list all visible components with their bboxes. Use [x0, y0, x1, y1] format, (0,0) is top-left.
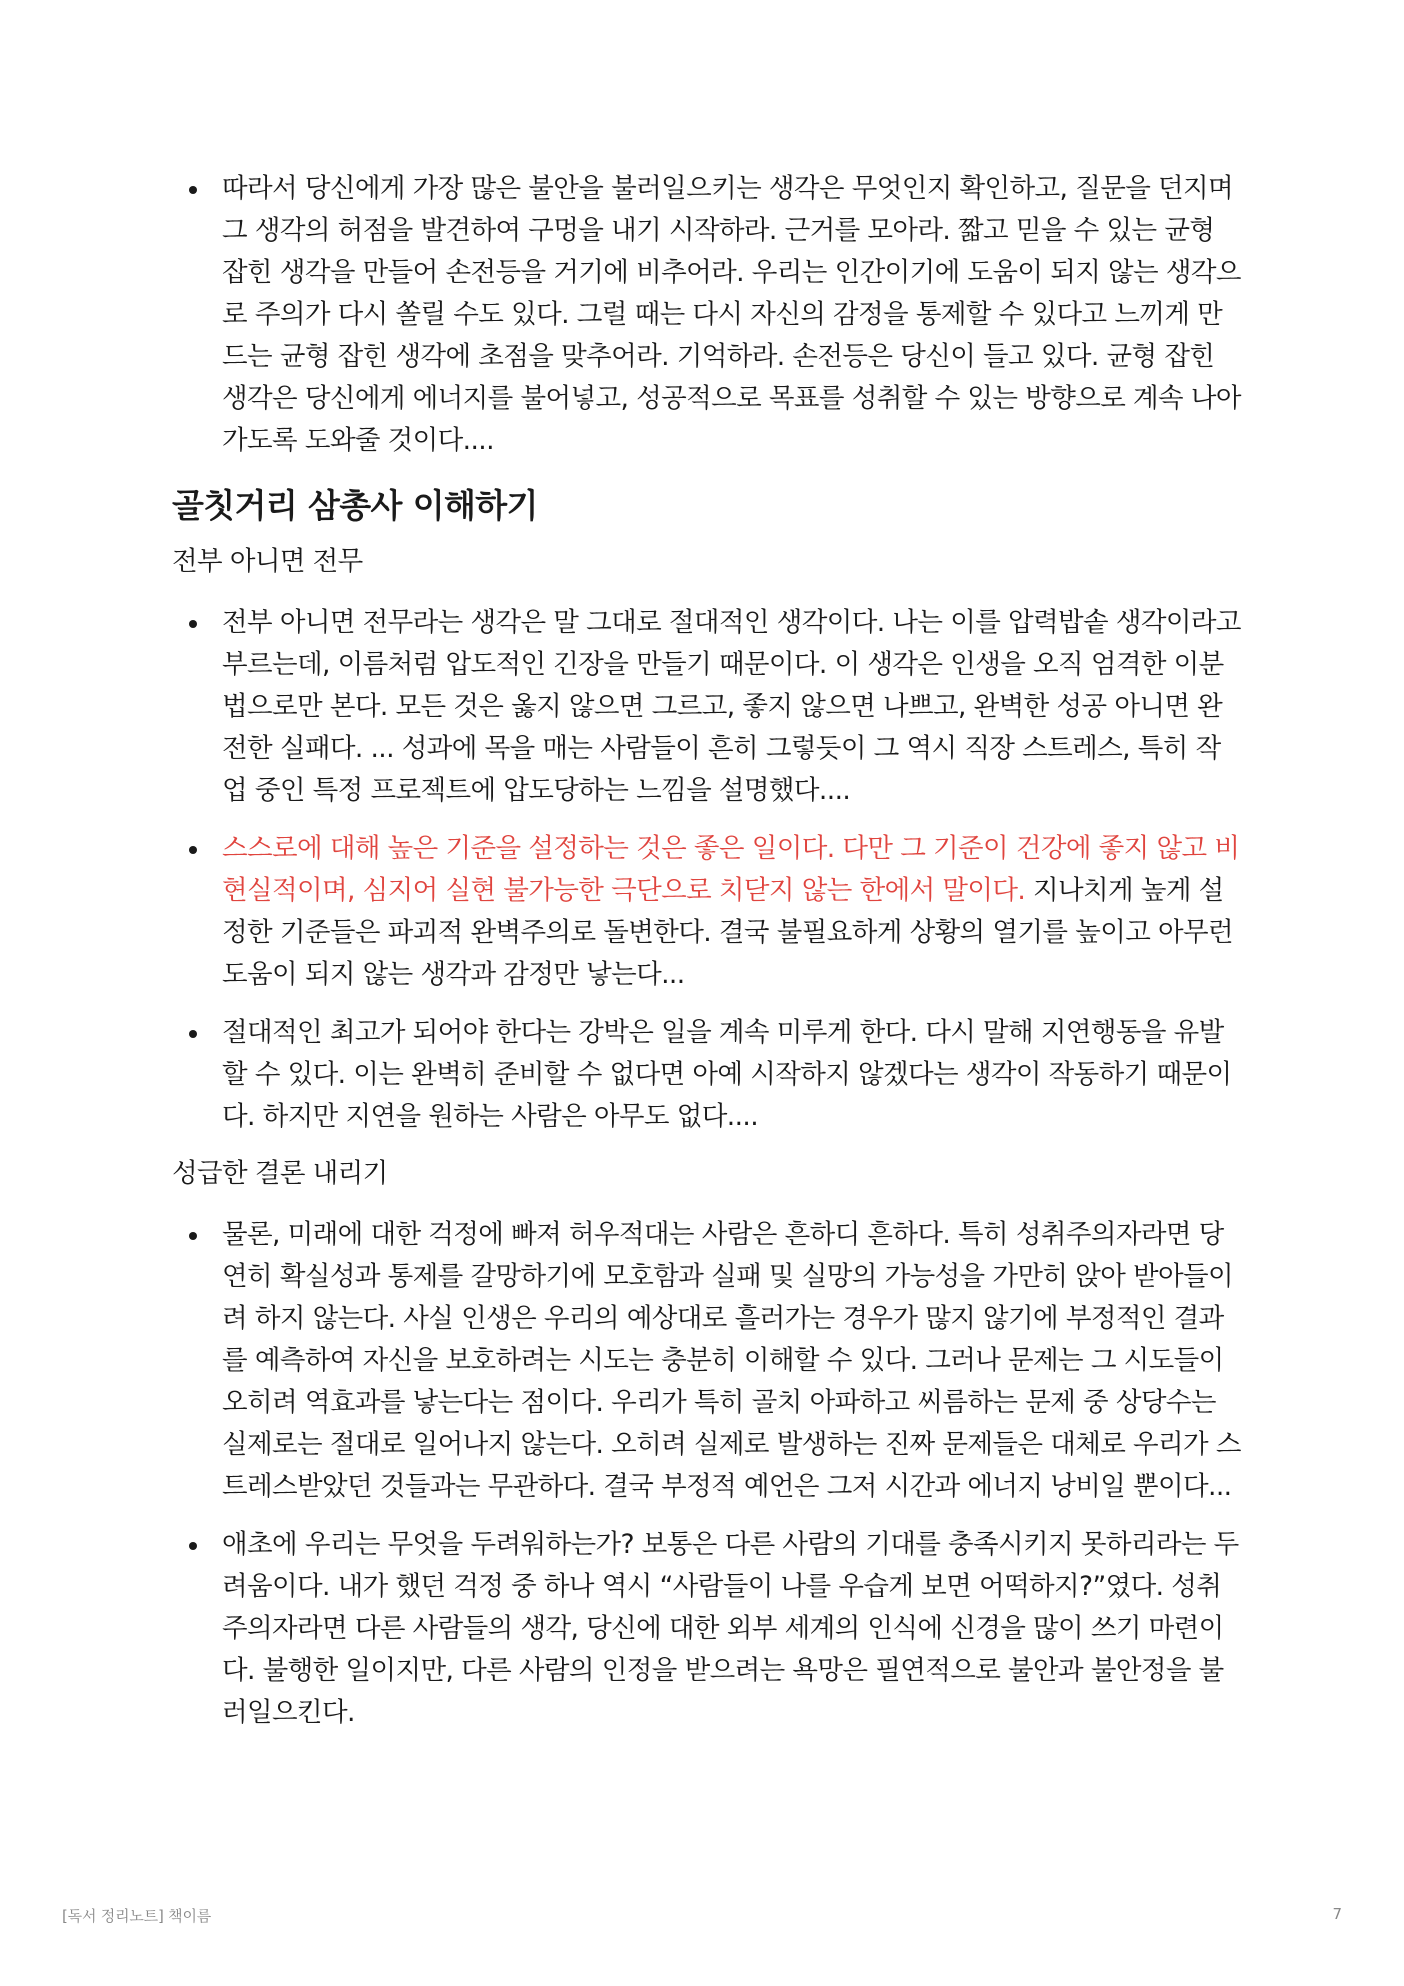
- all-or-nothing-bullet-list: [172, 602, 1242, 1138]
- list-item: [172, 828, 1242, 996]
- page-content: [172, 168, 1242, 1750]
- subheading-all-or-nothing: 전부 아니면 전무: [172, 546, 363, 577]
- list-item: 전부 아니면 전무라는 생각은 말 그대로 절대적인 생각이다. 나는 이를 압력밥솥 생각이라고 부르는데, 이름처럼 압도적인 긴장을 만들기 때문이다. 이 생각은 인생을 오직 엄격한 이분법으로만 본다. 모든 것은 옳지 않으면 그르고, 좋지 않으면 나쁘고, 완벽한 성공 아니면 완전한 실패다. ... 성과에 목을 매는 사람들이 흔히 그렇듯이 그 역시 직장 스트레스, 특히 작업 중인 특정 프로젝트에 압도당하는 느낌을 설명했다....: [172, 602, 1242, 812]
- list-item: 절대적인 최고가 되어야 한다는 강박은 일을 계속 미루게 한다. 다시 말해 지연행동을 유발할 수 있다. 이는 완벽히 준비할 수 없다면 아예 시작하지 않겠다는 생각이 작동하기 때문이다. 하지만 지연을 원하는 사람은 아무도 없다....: [172, 1012, 1242, 1138]
- list-item: 애초에 우리는 무엇을 두려워하는가? 보통은 다른 사람의 기대를 충족시키지 못하리라는 두려움이다. 내가 했던 걱정 중 하나 역시 “사람들이 나를 우습게 보면 어떡하지?”였다. 성취주의자라면 다른 사람들의 생각, 당신에 대한 외부 세계의 인식에 신경을 많이 쓰기 마련이다. 불행한 일이지만, 다른 사람의 인정을 받으려는 욕망은 필연적으로 불안과 불안정을 불러일으킨다.: [172, 1524, 1242, 1734]
- subheading-jumping-to-conclusions: 성급한 결론 내리기: [172, 1158, 388, 1189]
- list-item: 따라서 당신에게 가장 많은 불안을 불러일으키는 생각은 무엇인지 확인하고, 질문을 던지며 그 생각의 허점을 발견하여 구멍을 내기 시작하라. 근거를 모아라. 짧고 믿을 수 있는 균형 잡힌 생각을 만들어 손전등을 거기에 비추어라. 우리는 인간이기에 도움이 되지 않는 생각으로 주의가 다시 쏠릴 수도 있다. 그럴 때는 다시 자신의 감정을 통제할 수 있다고 느끼게 만드는 균형 잡힌 생각에 초점을 맞추어라. 기억하라. 손전등은 당신이 들고 있다. 균형 잡힌 생각은 당신에게 에너지를 불어넣고, 성공적으로 목표를 성취할 수 있는 방향으로 계속 나아가도록 도와줄 것이다....: [172, 168, 1242, 462]
- list-item: 물론, 미래에 대한 걱정에 빠져 허우적대는 사람은 흔하디 흔하다. 특히 성취주의자라면 당연히 확실성과 통제를 갈망하기에 모호함과 실패 및 실망의 가능성을 가만히 앉아 받아들이려 하지 않는다. 사실 인생은 우리의 예상대로 흘러가는 경우가 많지 않기에 부정적인 결과를 예측하여 자신을 보호하려는 시도는 충분히 이해할 수 있다. 그러나 문제는 그 시도들이 오히려 역효과를 낳는다는 점이다. 우리가 특히 골치 아파하고 씨름하는 문제 중 상당수는 실제로는 절대로 일어나지 않는다. 오히려 실제로 발생하는 진짜 문제들은 대체로 우리가 스트레스받았던 것들과는 무관하다. 결국 부정적 예언은 그저 시간과 에너지 낭비일 뿐이다...: [172, 1214, 1242, 1508]
- highlighted-text: 스스로에 대해 높은 기준을 설정하는 것은 좋은 일이다. 다만 그 기준이 건강에 좋지 않고 비현실적이며, 심지어 실현 불가능한 극단으로 치닫지 않는 한에서 말이다.: [222, 833, 1240, 906]
- page-number: 7: [1332, 1905, 1342, 1923]
- body-text: 지나치게 높게 설정한 기준들은 파괴적 완벽주의로 돌변한다. 결국 불필요하게 상황의 열기를 높이고 아무런 도움이 되지 않는 생각과 감정만 낳는다...: [222, 875, 1234, 990]
- jumping-to-conclusions-bullet-list: [172, 1214, 1242, 1734]
- footer-book-title: [독서 정리노트] 책이름: [62, 1907, 212, 1925]
- intro-bullet-list: [172, 168, 1242, 462]
- section-title: 골칫거리 삼총사 이해하기: [172, 486, 538, 525]
